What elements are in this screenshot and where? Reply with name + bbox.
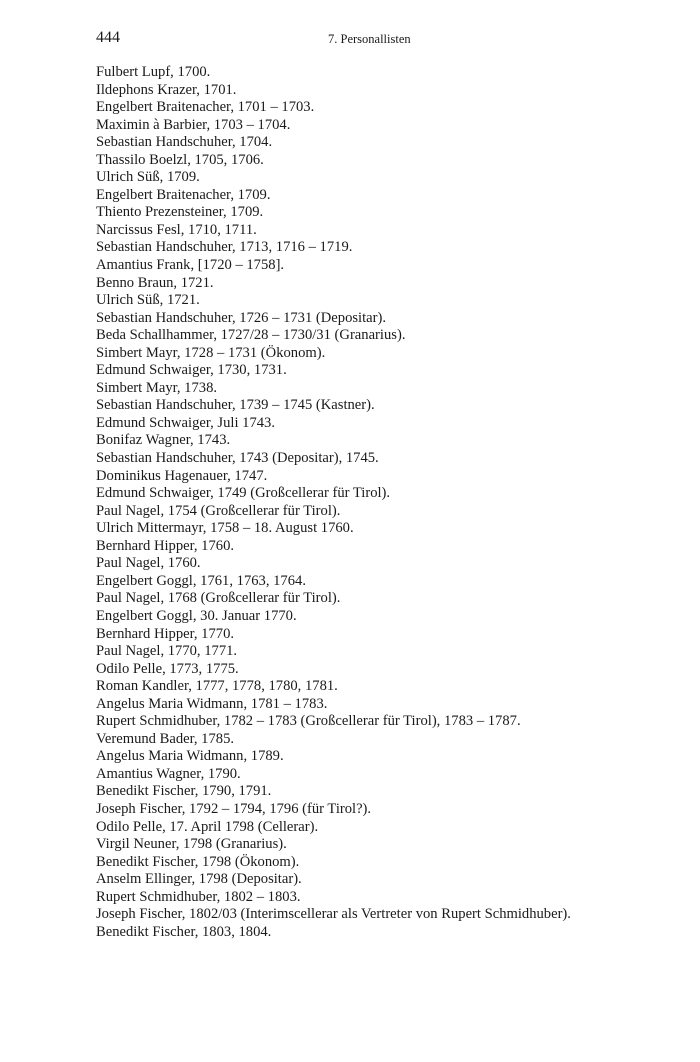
list-item: Rupert Schmidhuber, 1802 – 1803.: [96, 888, 301, 905]
list-item: Benedikt Fischer, 1803, 1804.: [96, 923, 272, 940]
list-item: Simbert Mayr, 1738.: [96, 379, 218, 396]
list-item: Angelus Maria Widmann, 1781 – 1783.: [96, 695, 328, 712]
list-item: Sebastian Handschuher, 1704.: [96, 134, 273, 151]
list-item: Beda Schallhammer, 1727/28 – 1730/31 (Granarius).: [96, 327, 406, 344]
list-item: Simbert Mayr, 1728 – 1731 (Ökonom).: [96, 344, 326, 361]
list-item: Angelus Maria Widmann, 1789.: [96, 748, 284, 765]
list-item: Sebastian Handschuher, 1713, 1716 – 1719.: [96, 239, 353, 256]
list-item: Bernhard Hipper, 1770.: [96, 625, 235, 642]
list-item: Roman Kandler, 1777, 1778, 1780, 1781.: [96, 678, 338, 695]
list-item: Fulbert Lupf, 1700.: [96, 64, 211, 80]
list-item: Anselm Ellinger, 1798 (Depositar).: [96, 871, 302, 888]
list-item: Thiento Prezensteiner, 1709.: [96, 204, 264, 221]
list-item: Dominikus Hagenauer, 1747.: [96, 467, 268, 484]
list-item: Ulrich Mittermayr, 1758 – 18. August 1760.: [96, 520, 354, 537]
list-item: Bonifaz Wagner, 1743.: [96, 432, 231, 449]
list-item: Maximin à Barbier, 1703 – 1704.: [96, 116, 291, 133]
list-item: Edmund Schwaiger, 1749 (Großcellerar für Tirol).: [96, 485, 391, 502]
list-item: Engelbert Braitenacher, 1709.: [96, 186, 271, 203]
list-item: Odilo Pelle, 1773, 1775.: [96, 660, 239, 677]
list-item: Sebastian Handschuher, 1743 (Depositar), 1745.: [96, 450, 379, 467]
list-item: Ulrich Süß, 1721.: [96, 292, 200, 309]
page-header: [96, 29, 608, 49]
list-item: Paul Nagel, 1754 (Großcellerar für Tirol).: [96, 502, 341, 519]
list-item: Amantius Wagner, 1790.: [96, 765, 241, 782]
list-item: Rupert Schmidhuber, 1782 – 1783 (Großcellerar für Tirol), 1783 – 1787.: [96, 713, 521, 730]
list-item: Joseph Fischer, 1802/03 (Interimscellerar als Vertreter von Rupert Schmidhuber).: [96, 906, 571, 923]
list-item: Thassilo Boelzl, 1705, 1706.: [96, 151, 264, 168]
list-item: Engelbert Goggl, 30. Januar 1770.: [96, 607, 297, 624]
list-item: Veremund Bader, 1785.: [96, 730, 235, 747]
list-item: Paul Nagel, 1768 (Großcellerar für Tirol).: [96, 590, 341, 607]
list-item: Benedikt Fischer, 1790, 1791.: [96, 783, 272, 800]
list-item: Sebastian Handschuher, 1739 – 1745 (Kastner).: [96, 397, 375, 414]
list-item: Ildephons Krazer, 1701.: [96, 81, 237, 98]
list-item: Ulrich Süß, 1709.: [96, 169, 200, 186]
list-item: Paul Nagel, 1770, 1771.: [96, 643, 238, 660]
list-item: Edmund Schwaiger, 1730, 1731.: [96, 362, 287, 379]
list-item: Virgil Neuner, 1798 (Granarius).: [96, 836, 287, 853]
personnel-list: [96, 64, 656, 941]
list-item: Edmund Schwaiger, Juli 1743.: [96, 414, 275, 431]
list-item: Benno Braun, 1721.: [96, 274, 214, 291]
list-item: Engelbert Goggl, 1761, 1763, 1764.: [96, 572, 306, 589]
list-item: Sebastian Handschuher, 1726 – 1731 (Depositar).: [96, 309, 387, 326]
list-item: Bernhard Hipper, 1760.: [96, 537, 235, 554]
list-item: Odilo Pelle, 17. April 1798 (Cellerar).: [96, 818, 319, 835]
running-head: 7. Personallisten: [328, 32, 411, 46]
list-item: Joseph Fischer, 1792 – 1794, 1796 (für Tirol?).: [96, 800, 372, 817]
page-number: 444: [96, 29, 120, 46]
list-item: Amantius Frank, [1720 – 1758].: [96, 257, 285, 274]
list-item: Paul Nagel, 1760.: [96, 555, 201, 572]
list-item: Narcissus Fesl, 1710, 1711.: [96, 221, 257, 238]
list-item: Benedikt Fischer, 1798 (Ökonom).: [96, 853, 300, 870]
list-item: Engelbert Braitenacher, 1701 – 1703.: [96, 99, 315, 116]
